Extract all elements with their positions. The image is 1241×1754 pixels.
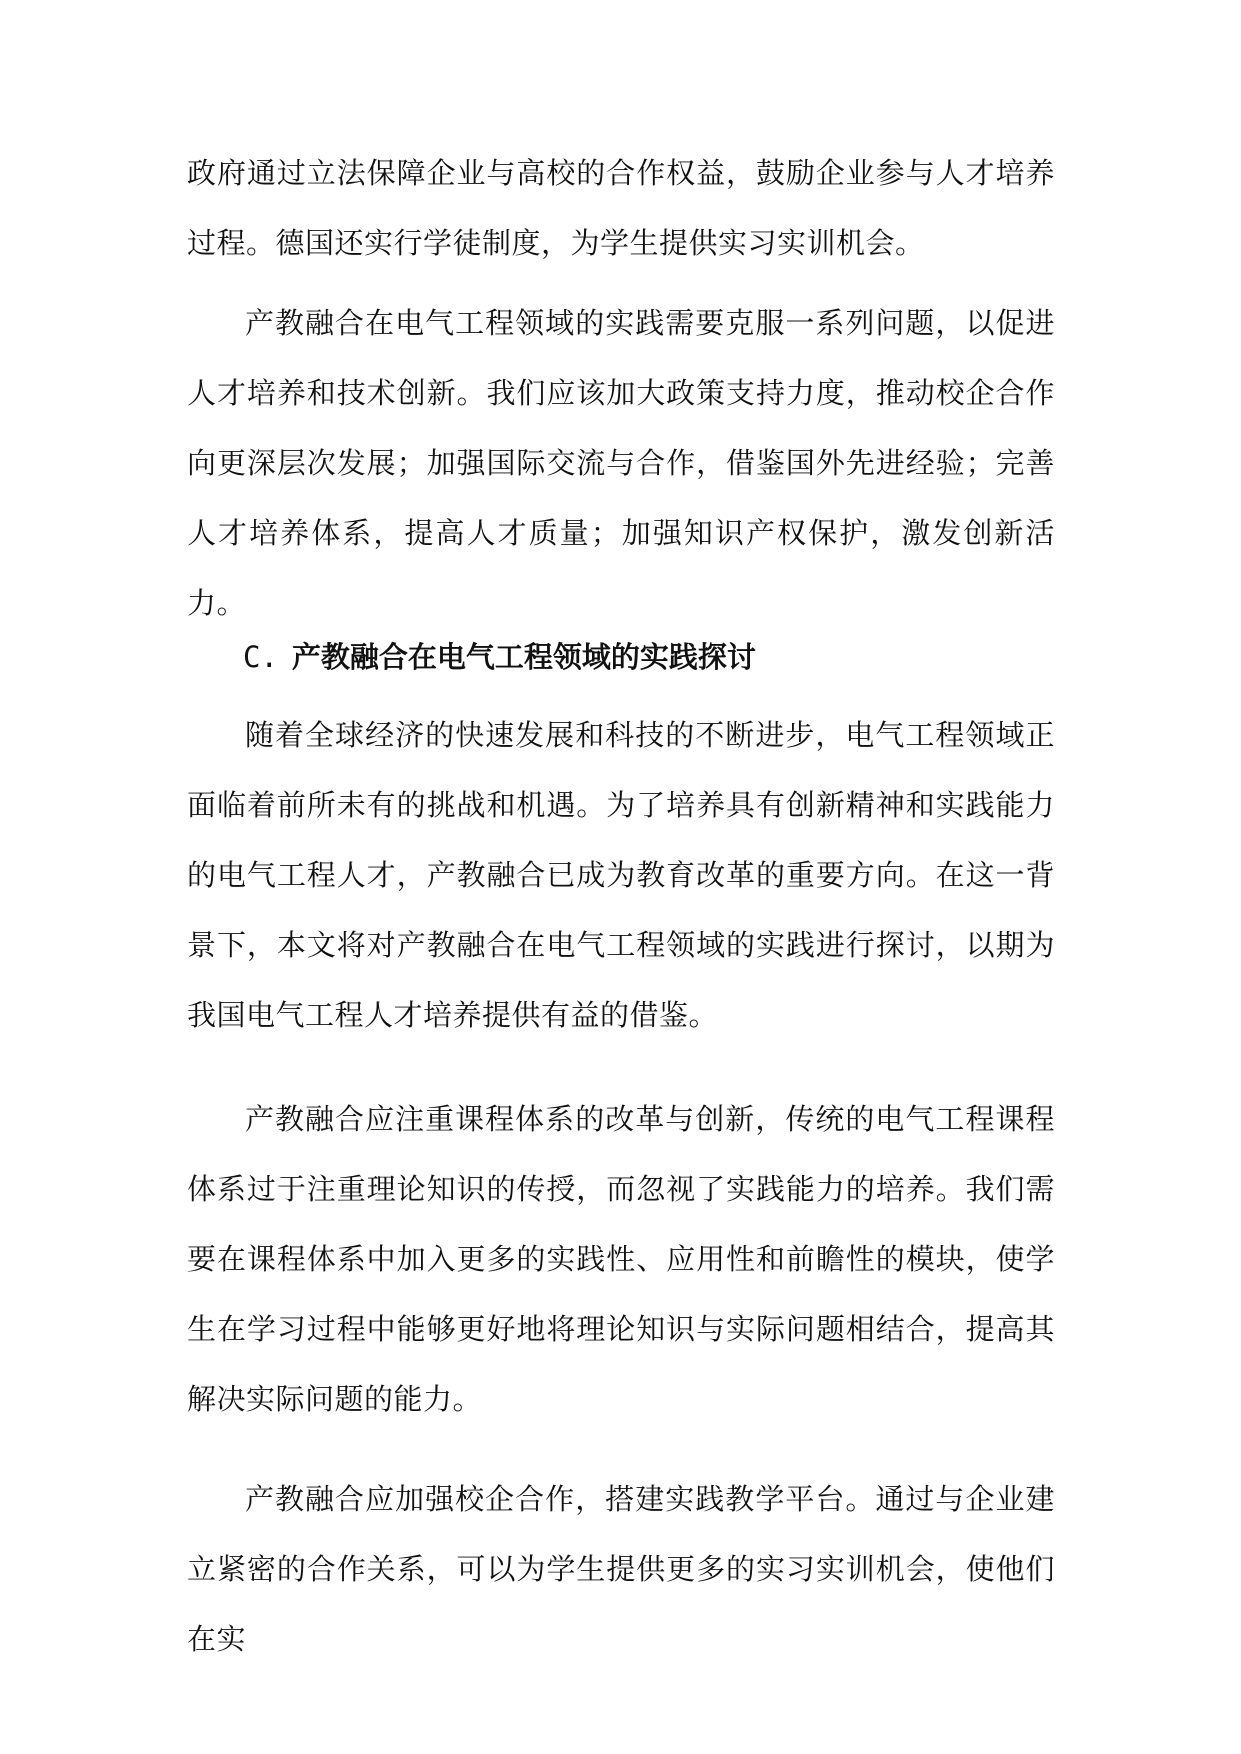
- paragraph-background: 随着全球经济的快速发展和科技的不断进步，电气工程领域正面临着前所未有的挑战和机遇。为了培养具有创新精神和实践能力的电气工程人才，产教融合已成为教育改革的重要方向。在这一背景下，本文将对产教融合在电气工程领域的实践进行探讨，以期为我国电气工程人才培养提供有益的借鉴。: [187, 718, 1055, 1032]
- paragraph-practice-problems: 产教融合在电气工程领域的实践需要克服一系列问题，以促进人才培养和技术创新。我们应该加大政策支持力度，推动校企合作向更深层次发展；加强国际交流与合作，借鉴国外先进经验；完善人才培养体系，提高人才质量；加强知识产权保护，激发创新活力。: [187, 306, 1055, 620]
- section-heading-title: 产教融合在电气工程领域的实践探讨: [291, 640, 756, 674]
- paragraph-curriculum-reform: 产教融合应注重课程体系的改革与创新，传统的电气工程课程体系过于注重理论知识的传授，而忽视了实践能力的培养。我们需要在课程体系中加入更多的实践性、应用性和前瞻性的模块，使学生在学习过程中能够更好地将理论知识与实际问题相结合，提高其解决实际问题的能力。: [187, 1102, 1055, 1416]
- section-heading-label: C.: [243, 640, 278, 674]
- paragraph-school-enterprise: 产教融合应加强校企合作，搭建实践教学平台。通过与企业建立紧密的合作关系，可以为学生提供更多的实习实训机会，使他们在实: [187, 1482, 1055, 1656]
- paragraph-german-apprenticeship: 政府通过立法保障企业与高校的合作权益，鼓励企业参与人才培养过程。德国还实行学徒制度，为学生提供实习实训机会。: [187, 156, 1055, 260]
- section-heading: [243, 622, 756, 692]
